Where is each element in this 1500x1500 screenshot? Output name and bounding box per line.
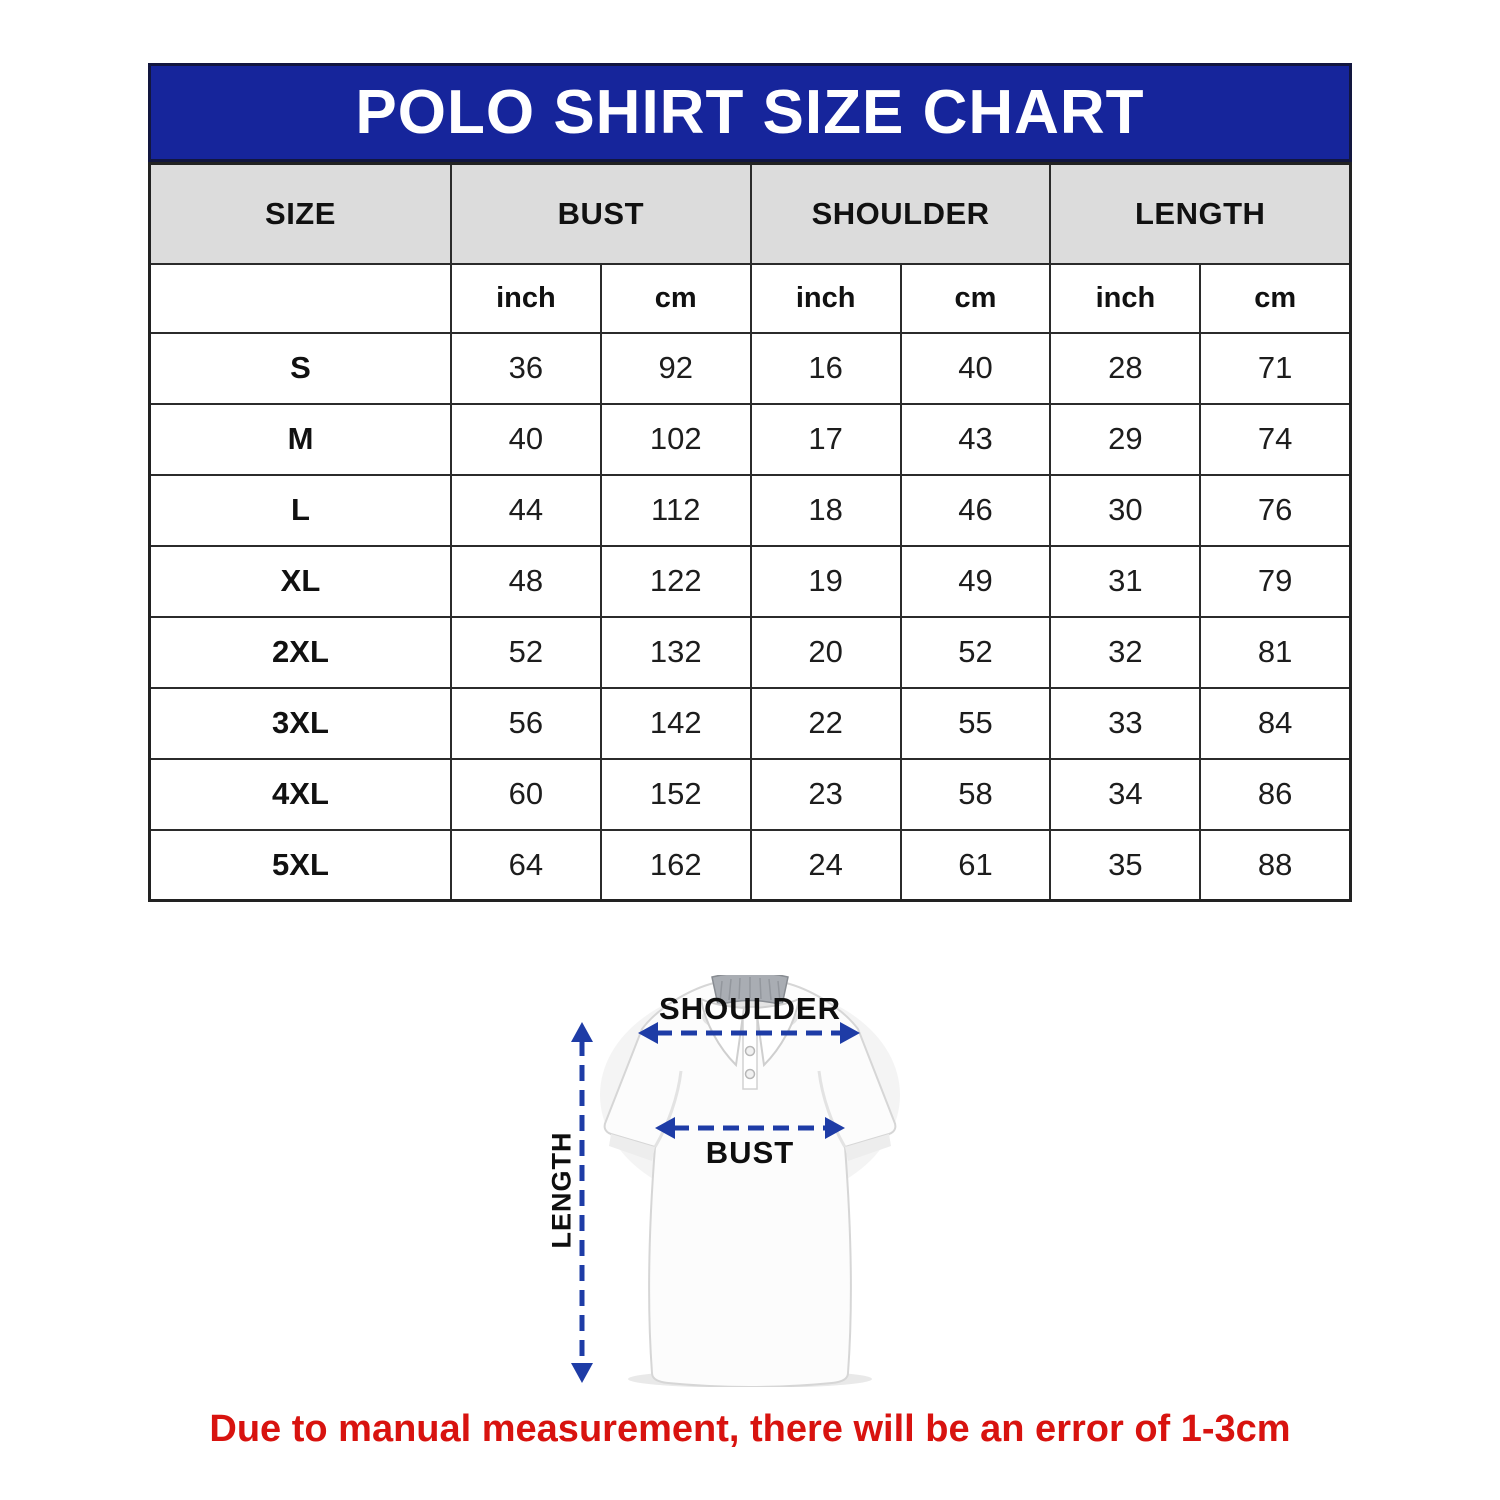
unit-header-shoulder-cm: cm	[901, 264, 1051, 333]
cell-length-inch: 35	[1050, 830, 1200, 901]
cell-bust-cm: 112	[601, 475, 751, 546]
cell-length-inch: 34	[1050, 759, 1200, 830]
bust-measure-label: BUST	[705, 1135, 795, 1170]
cell-bust-inch: 60	[451, 759, 601, 830]
table-row-5xl	[150, 830, 1351, 901]
cell-shoulder-inch: 17	[751, 404, 901, 475]
cell-shoulder-inch: 18	[751, 475, 901, 546]
table-unit-row	[150, 264, 1351, 333]
cell-length-inch: 33	[1050, 688, 1200, 759]
unit-header-shoulder-inch: inch	[751, 264, 901, 333]
size-label: 5XL	[150, 830, 451, 901]
size-label: 3XL	[150, 688, 451, 759]
cell-shoulder-cm: 40	[901, 333, 1051, 404]
page-title: POLO SHIRT SIZE CHART	[355, 78, 1145, 147]
shoulder-measure-label: SHOULDER	[659, 991, 841, 1026]
measurement-error-note: Due to manual measurement, there will be an error of 1-3cm	[209, 1408, 1291, 1450]
cell-shoulder-cm: 52	[901, 617, 1051, 688]
size-label: 4XL	[150, 759, 451, 830]
title-banner	[148, 63, 1352, 162]
cell-length-inch: 29	[1050, 404, 1200, 475]
unit-header-length-inch: inch	[1050, 264, 1200, 333]
column-header-size: SIZE	[150, 164, 451, 264]
size-label: XL	[150, 546, 451, 617]
cell-length-inch: 32	[1050, 617, 1200, 688]
size-table	[148, 162, 1352, 902]
unit-header-length-cm: cm	[1200, 264, 1350, 333]
cell-bust-inch: 52	[451, 617, 601, 688]
cell-bust-cm: 142	[601, 688, 751, 759]
cell-bust-cm: 162	[601, 830, 751, 901]
size-label: S	[150, 333, 451, 404]
cell-shoulder-inch: 19	[751, 546, 901, 617]
cell-length-cm: 81	[1200, 617, 1350, 688]
cell-length-cm: 79	[1200, 546, 1350, 617]
table-header-row	[150, 164, 1351, 264]
column-header-bust: BUST	[451, 164, 751, 264]
table-row-4xl	[150, 759, 1351, 830]
cell-shoulder-cm: 58	[901, 759, 1051, 830]
table-row-3xl	[150, 688, 1351, 759]
cell-length-cm: 86	[1200, 759, 1350, 830]
column-header-length: LENGTH	[1050, 164, 1350, 264]
size-label: L	[150, 475, 451, 546]
cell-shoulder-inch: 24	[751, 830, 901, 901]
cell-bust-cm: 132	[601, 617, 751, 688]
cell-length-inch: 31	[1050, 546, 1200, 617]
cell-length-cm: 71	[1200, 333, 1350, 404]
cell-length-inch: 30	[1050, 475, 1200, 546]
table-row-2xl	[150, 617, 1351, 688]
cell-bust-inch: 44	[451, 475, 601, 546]
cell-length-cm: 84	[1200, 688, 1350, 759]
cell-shoulder-cm: 55	[901, 688, 1051, 759]
measurement-diagram	[530, 965, 970, 1405]
cell-bust-cm: 102	[601, 404, 751, 475]
table-row-xl	[150, 546, 1351, 617]
cell-bust-inch: 36	[451, 333, 601, 404]
cell-bust-inch: 64	[451, 830, 601, 901]
cell-length-cm: 88	[1200, 830, 1350, 901]
cell-shoulder-inch: 22	[751, 688, 901, 759]
cell-shoulder-inch: 23	[751, 759, 901, 830]
column-header-shoulder: SHOULDER	[751, 164, 1051, 264]
cell-length-cm: 74	[1200, 404, 1350, 475]
unit-header-bust-inch: inch	[451, 264, 601, 333]
cell-bust-inch: 56	[451, 688, 601, 759]
table-row-l	[150, 475, 1351, 546]
cell-length-cm: 76	[1200, 475, 1350, 546]
cell-bust-inch: 40	[451, 404, 601, 475]
cell-shoulder-inch: 20	[751, 617, 901, 688]
cell-bust-inch: 48	[451, 546, 601, 617]
unit-header-bust-cm: cm	[601, 264, 751, 333]
size-label: 2XL	[150, 617, 451, 688]
cell-shoulder-cm: 46	[901, 475, 1051, 546]
measurement-arrows	[530, 965, 970, 1405]
cell-shoulder-cm: 61	[901, 830, 1051, 901]
length-measure-label: LENGTH	[546, 1131, 577, 1249]
cell-length-inch: 28	[1050, 333, 1200, 404]
table-row-m	[150, 404, 1351, 475]
table-row-s	[150, 333, 1351, 404]
cell-bust-cm: 122	[601, 546, 751, 617]
size-label: M	[150, 404, 451, 475]
cell-shoulder-cm: 43	[901, 404, 1051, 475]
cell-shoulder-inch: 16	[751, 333, 901, 404]
cell-bust-cm: 152	[601, 759, 751, 830]
unit-header-empty	[150, 264, 451, 333]
cell-bust-cm: 92	[601, 333, 751, 404]
cell-shoulder-cm: 49	[901, 546, 1051, 617]
